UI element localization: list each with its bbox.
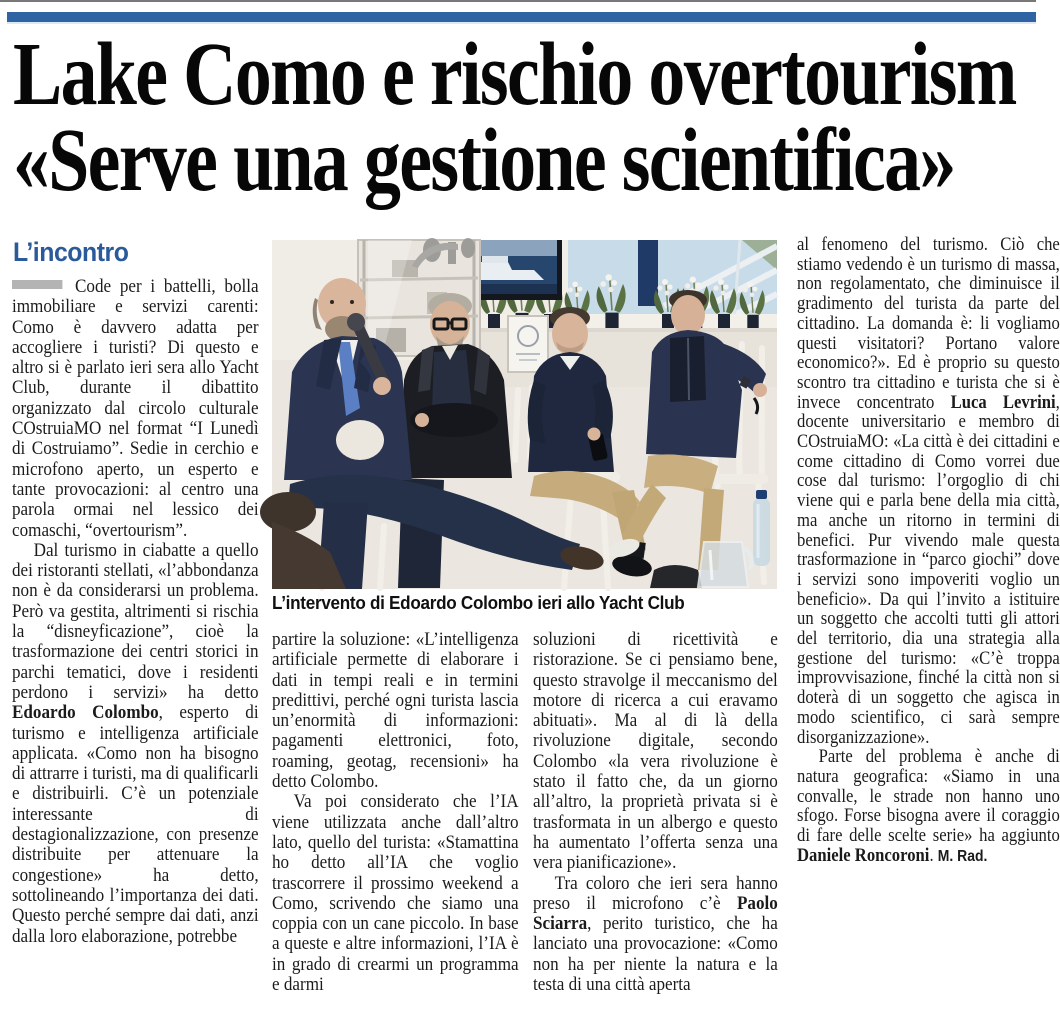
article-paragraph: partire la soluzione: «L’intelligenza artificiale permette di elaborare i dati in tempi reali e in termini predittivi, perché ogni turista lascia un’enormità di informazioni: pagamenti elettronici, foto, roaming, geotag, recensioni» ha detto Colombo. (272, 629, 519, 793)
article-paragraph: Parte del problema è anche di natura geografica: «Siamo in una convalle, le strade non hanno uno sfogo. Forse bisogna avere il coraggio di fare delle scelte serie» ha aggiunto Daniele Roncoroni. M. Rad. (797, 747, 1060, 866)
article-column-3 (533, 630, 778, 995)
article-column-4 (797, 235, 1060, 867)
article-paragraph: al fenomeno del turismo. Ciò che stiamo vedendo è un turismo di massa, non regolamentato, che diminuisce il gradimento del turista da parte del cittadino. La domanda è: li vogliamo questi visitatori? Portano valore economico?». Ed è proprio su questo scontro tra cittadino e turista che si è invece concentrato Luca Levrini, docente universitario e membro di COstruiaMO: «La città è dei cittadini e come cittadino di Como vorrei due cose dal turismo: l’orgoglio di chi viene qui e parla bene della mia città, ma anche un ritorno in termini di benefici. Pur vivendo male questa trasformazione in “parco giochi” dove i servizi sono impoveriti voglio un beneficio». Da qui l’invito a istituire un soggetto che accolti tutti gli attori del territorio, dia una strategia alla gestione del turismo: «C’è troppa improvvisazione, finché la città non si doterà di un soggetto che agisca in modo scientifico, ci sarà sempre disorganizzazione». (797, 235, 1060, 748)
author-signature: M. Rad. (937, 847, 988, 865)
masthead-blue-band (7, 12, 1036, 24)
framed-certificate (508, 316, 548, 372)
headline-line-2: «Serve una gestione scientifica» (13, 111, 955, 210)
panel-photo-illustration (272, 240, 777, 589)
lead-marker (12, 280, 62, 289)
headline-line-1: Lake Como e rischio overtourism (13, 25, 1016, 124)
chair-seat (710, 474, 768, 484)
bold-name: Daniele Roncoroni (797, 845, 930, 866)
photo-caption: L’intervento di Edoardo Colombo ieri allo Yacht Club (272, 593, 685, 613)
bold-name: Paolo Sciarra (533, 892, 778, 935)
article-headline (13, 25, 1016, 210)
top-rule (0, 0, 1036, 2)
bold-name: Edoardo Colombo (12, 702, 159, 724)
article-paragraph: Va poi considerato che l’IA viene utilizzata anche dall’altro lato, quello del turista: «Stamattina ho detto all’IA che voglio trascorrere il prossimo weekend a Como, scrivendo che siamo una coppia con un cane piccolo. In base a queste e altre informazioni, l’IA è in grado di crearmi un programma e darmi (272, 791, 519, 996)
article-paragraph: soluzioni di ricettività e ristorazione. Se ci pensiamo bene, questo stravolge il meccanismo del motore di ricerca a cui eravamo abituati». Ma al di là della rivoluzione digitale, secondo Colombo «la vera rivoluzione è stato il fatto che, da un giorno all’altro, la proprietà privata si è trasformata in un albergo e questo ha aumentato l’offerta senza una vera pianificazione». (533, 629, 778, 874)
article-column-1 (12, 277, 259, 947)
glass-pitcher (698, 542, 752, 587)
panel-photo (272, 240, 777, 589)
article-paragraph: Code per i battelli, bolla immobiliare e servizi carenti: Como è davvero adatta per accogliere i turisti? Di questo e altro si è parlato ieri sera allo Yacht Club, durante il dibattito organizzato dal circolo culturale COstruiaMO nel format “I Lunedì di Costruiamo”. Sedie in cerchio e microfono aperto, un esperto e tante provocazioni: al centro una parola ormai nel lessico dei comaschi, “overtourism”. (12, 276, 259, 541)
article-paragraph: Dal turismo in ciabatte a quello dei ristoranti stellati, «l’abbondanza non è da considerarsi un problema. Però va gestita, altrimenti si rischia la “disneyficazione”, cioè la trasformazione dei centri storici in parchi tematici, dove i residenti perdono i servizi» ha detto Edoardo Colombo, esperto di turismo e intelligenza artificiale applicata. «Como non ha bisogno di attrarre i turisti, ma di qualificarli e distribuirli. C’è un potenziale interessante di destagionalizzazione, con presenze distribuite per attenuare la congestione» ha detto, sottolineando l’importanza dei dati. Questo perché sempre dai dati, anzi dalla loro elaborazione, potrebbe (12, 539, 259, 947)
section-label: L’incontro (13, 237, 129, 267)
article-paragraph: Tra coloro che ieri sera hanno preso il microfono c’è Paolo Sciarra, perito turistico, che ha lanciato una provocazione: «Como non ha per niente la natura e la testa di una città aperta (533, 872, 778, 996)
bold-name: Luca Levrini (950, 392, 1056, 413)
water-bottle (753, 490, 770, 566)
article-column-2 (272, 630, 519, 995)
